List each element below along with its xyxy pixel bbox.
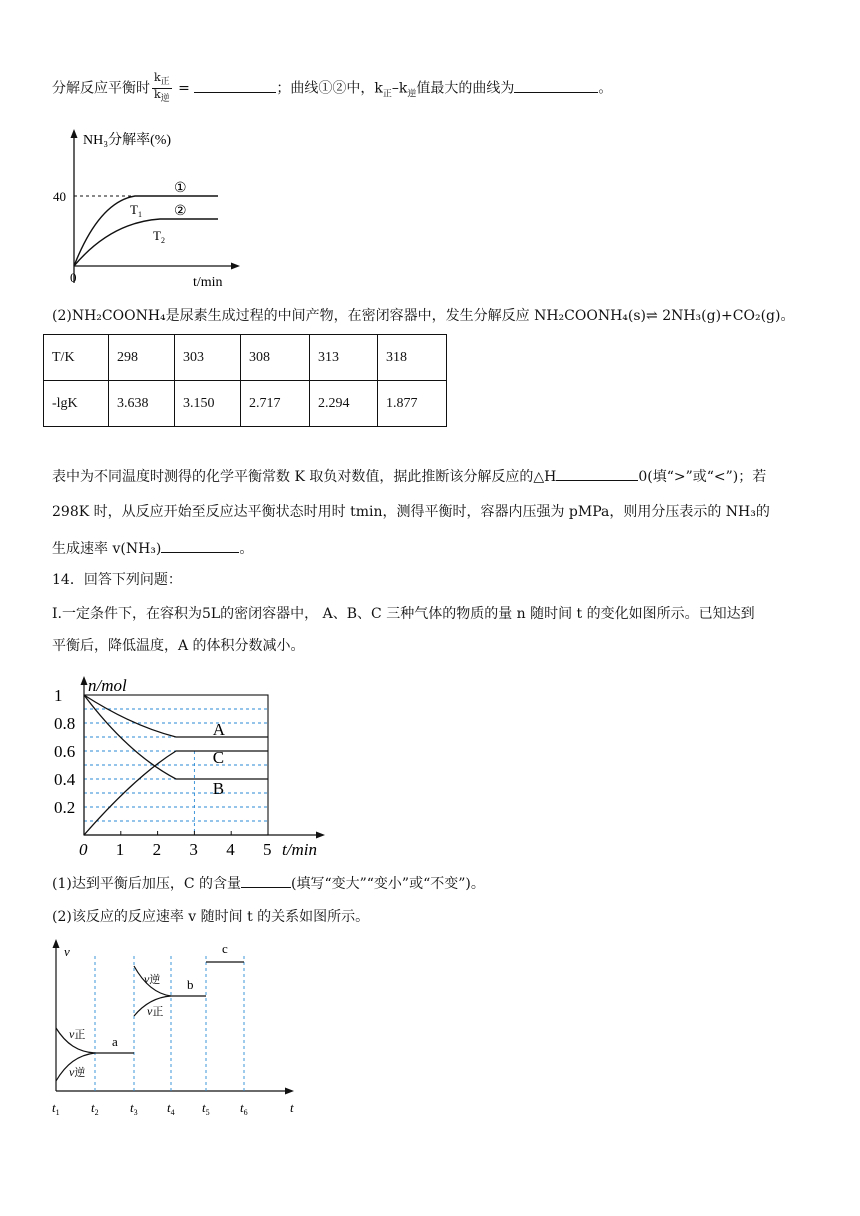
para1-line1 xyxy=(52,466,766,487)
n-vs-t-chart xyxy=(40,668,340,864)
tick-t5 xyxy=(202,1100,210,1117)
tick-letter: t xyxy=(130,1100,134,1115)
tick-sub: 6 xyxy=(243,1108,248,1117)
para1-line3-b: 。 xyxy=(239,541,254,557)
t-axis-arrow xyxy=(285,1088,294,1095)
curve-2-label: ② xyxy=(174,204,187,219)
para1-line1-a: 表中为不同温度时测得的化学平衡常数 K 取负对数值，据此推断该分解反应的△H xyxy=(52,469,557,485)
tick-t1 xyxy=(52,1100,60,1117)
rate-blank[interactable] xyxy=(161,538,239,553)
tick-letter: t xyxy=(202,1100,206,1115)
table-cell: 318 xyxy=(378,335,447,381)
curve-1 xyxy=(74,196,218,266)
y-tick-label: 0.4 xyxy=(54,770,76,789)
table-cell: 3.638 xyxy=(109,381,175,427)
y-tick-label: 0.6 xyxy=(54,742,76,761)
v-axis-arrow xyxy=(53,939,60,948)
ni-char: 逆 xyxy=(74,1067,86,1079)
tick-letter: t xyxy=(167,1100,171,1115)
table-cell: 303 xyxy=(175,335,241,381)
t2-sub: 2 xyxy=(160,236,165,245)
tick-letter: t xyxy=(91,1100,95,1115)
tick-sub: 3 xyxy=(133,1108,138,1117)
segment-b-label: b xyxy=(187,977,194,992)
v-zheng-label-1 xyxy=(69,1027,85,1041)
ratio-suffix: 值最大的曲线为 xyxy=(416,80,515,97)
table-cell: T/K xyxy=(44,335,109,381)
c-content-blank[interactable] xyxy=(241,873,291,888)
answer-blank-1[interactable] xyxy=(194,78,276,93)
x-tick-label: 3 xyxy=(189,840,198,859)
x-tick-label: 2 xyxy=(152,840,162,859)
t1-letter: T xyxy=(130,202,138,217)
para1-line3-a: 生成速率 v(NH₃) xyxy=(52,541,162,557)
delta-h-blank[interactable] xyxy=(556,466,638,481)
v-axis-label: v xyxy=(64,944,70,959)
rate-vs-time-chart xyxy=(48,936,308,1126)
q14-heading: 14．回答下列问题： xyxy=(52,572,182,588)
y-axis-arrow xyxy=(71,129,78,138)
table-cell: 308 xyxy=(241,335,310,381)
q14-q1 xyxy=(52,873,485,894)
x-axis-label: t/min xyxy=(282,840,317,859)
v-letter: v xyxy=(69,1027,75,1041)
y-axis-label: NH₃分解率(%) xyxy=(83,133,172,148)
origin-label: 0 xyxy=(70,270,77,285)
ratio-prefix: 分解反应平衡时 xyxy=(52,80,150,97)
k-dash: –k xyxy=(391,80,408,97)
series-label-A: A xyxy=(212,720,226,739)
k-ratio-fraction xyxy=(152,72,172,105)
part2-intro: (2)NH₂COONH₄是尿素生成过程的中间产物，在密闭容器中，发生分解反应 NH₂COONH₄(s)⇌ 2NH₃(g)+CO₂(g)。 xyxy=(52,308,795,324)
tick-t4 xyxy=(167,1100,175,1117)
frac-num: k xyxy=(154,71,161,84)
table-cell: 313 xyxy=(310,335,378,381)
tick-sub: 1 xyxy=(55,1108,60,1117)
frac-den-sub: 逆 xyxy=(160,94,170,105)
table-cell: 298 xyxy=(109,335,175,381)
x-tick-label: 1 xyxy=(115,840,125,859)
x-tick-label: 4 xyxy=(226,840,235,859)
y-tick-label: 0.2 xyxy=(54,798,76,817)
tick-letter: t xyxy=(240,1100,244,1115)
curve-1-label: ① xyxy=(174,181,187,196)
v-ni-label-2 xyxy=(144,972,160,986)
y-tick-40: 40 xyxy=(53,189,66,204)
t-axis-label: t xyxy=(290,1100,294,1115)
tick-t6 xyxy=(240,1100,248,1117)
y-axis-label: n/mol xyxy=(88,676,127,695)
k-sub-zheng: 正 xyxy=(382,89,392,100)
tick-sub: 5 xyxy=(205,1108,210,1117)
k-sub-ni: 逆 xyxy=(407,89,417,100)
tick-letter: t xyxy=(52,1100,56,1115)
v-letter: v xyxy=(69,1065,75,1079)
ratio-mid: ；曲线①②中，k xyxy=(276,80,383,97)
ni-char: 逆 xyxy=(149,974,161,986)
q14-p1: I.一定条件下，在容积为5L的密闭容器中， A、B、C 三种气体的物质的量 n 随时间 t 的变化如图所示。已知达到 xyxy=(52,606,755,622)
table-row xyxy=(44,335,447,381)
table-row xyxy=(44,381,447,427)
lgk-table xyxy=(43,334,447,427)
tick-t3 xyxy=(130,1100,138,1117)
series-label-B: B xyxy=(212,779,225,798)
x-axis-label: t/min xyxy=(193,275,223,290)
x-tick-label: 5 xyxy=(263,840,272,859)
frac-num-sub: 正 xyxy=(160,77,170,88)
x-tick-label: 0 xyxy=(79,840,88,859)
tick-t2 xyxy=(91,1100,99,1117)
t1-label xyxy=(130,202,142,219)
v-letter: v xyxy=(147,1004,153,1018)
nh3-decomposition-chart xyxy=(50,125,250,295)
segment-c-label: c xyxy=(222,941,228,956)
equals: = xyxy=(178,80,190,97)
tick-sub: 2 xyxy=(94,1108,99,1117)
period: 。 xyxy=(598,80,613,97)
y-tick-label: 1 xyxy=(54,686,63,705)
zheng-char: 正 xyxy=(74,1029,86,1041)
table-cell: 2.294 xyxy=(310,381,378,427)
y-tick-label: 0.8 xyxy=(54,714,76,733)
series-line-A xyxy=(84,695,268,737)
q13-ratio-line xyxy=(52,72,612,105)
zheng-char: 正 xyxy=(152,1006,164,1018)
v-letter: v xyxy=(144,972,150,986)
x-axis-arrow xyxy=(231,263,240,270)
t1-sub: 1 xyxy=(137,210,142,219)
table-cell: 1.877 xyxy=(378,381,447,427)
x-axis-arrow xyxy=(316,832,325,839)
t2-label xyxy=(153,228,165,245)
tick-sub: 4 xyxy=(170,1108,175,1117)
para1-line3 xyxy=(52,538,253,559)
q14-q1-b: (填写“变大”“变小”或“不变”)。 xyxy=(291,876,485,892)
q14-q1-a: (1)达到平衡后加压，C 的含量 xyxy=(52,876,241,892)
v-ni-label-1 xyxy=(69,1065,85,1079)
segment-a-label: a xyxy=(112,1034,118,1049)
table-cell: -lgK xyxy=(44,381,109,427)
q14-p2: 平衡后，降低温度，A 的体积分数减小。 xyxy=(52,638,305,654)
frac-den: k xyxy=(154,88,161,102)
para1-line2: 298K 时，从反应开始至反应达平衡状态时用时 tmin，测得平衡时，容器内压强为 pMPa，则用分压表示的 NH₃的 xyxy=(52,504,770,520)
para1-line1-b: 0(填“>”或“<”)；若 xyxy=(638,469,767,485)
q14-q2: (2)该反应的反应速率 v 随时间 t 的关系如图所示。 xyxy=(52,909,370,925)
curve-2 xyxy=(74,219,218,266)
answer-blank-2[interactable] xyxy=(514,78,598,93)
y-axis-arrow xyxy=(81,676,88,685)
v-zheng-label-2 xyxy=(147,1004,163,1018)
table-cell: 3.150 xyxy=(175,381,241,427)
table-cell: 2.717 xyxy=(241,381,310,427)
series-label-C: C xyxy=(212,748,225,767)
t2-letter: T xyxy=(153,228,161,243)
